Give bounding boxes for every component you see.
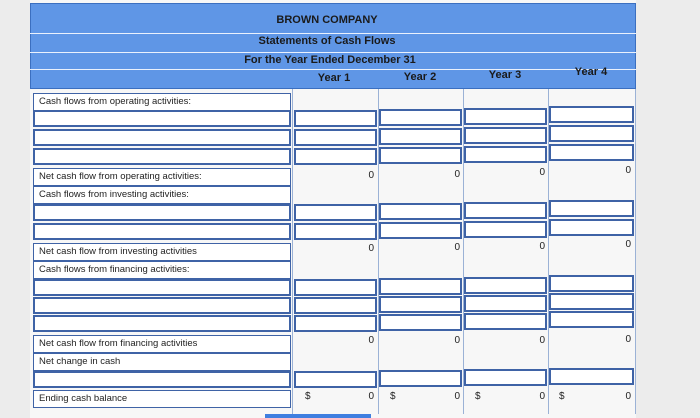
ending-balance-year1: 0 <box>368 391 374 402</box>
header-divider <box>30 69 636 70</box>
net-investing-year4: 0 <box>625 239 631 250</box>
currency-symbol: $ <box>559 391 565 402</box>
currency-symbol: $ <box>390 391 396 402</box>
operating-year4-input[interactable] <box>549 125 634 142</box>
financing-item-label-input[interactable] <box>33 279 291 296</box>
financing-year1-input[interactable] <box>294 315 377 332</box>
net-operating-year3: 0 <box>539 167 545 178</box>
operating-year3-input[interactable] <box>464 108 547 125</box>
net-financing-year1: 0 <box>368 335 374 346</box>
operating-year2-input[interactable] <box>379 128 462 145</box>
beginning-balance-year4-input[interactable] <box>549 368 634 385</box>
financing-year1-input[interactable] <box>294 279 377 296</box>
net-financing-year2: 0 <box>454 335 460 346</box>
net-financing-year4: 0 <box>625 334 631 345</box>
investing-year3-input[interactable] <box>464 202 547 219</box>
investing-year1-input[interactable] <box>294 223 377 240</box>
financing-year3-input[interactable] <box>464 295 547 312</box>
operating-item-label-input[interactable] <box>33 110 291 127</box>
investing-year1-input[interactable] <box>294 204 377 221</box>
operating-item-label-input[interactable] <box>33 129 291 146</box>
financing-year4-input[interactable] <box>549 275 634 292</box>
beginning-balance-label-input[interactable] <box>33 371 291 388</box>
financing-year2-input[interactable] <box>379 314 462 331</box>
ending-balance-year4: 0 <box>625 391 631 402</box>
financing-activities-label: Cash flows from financing activities: <box>33 261 291 279</box>
financing-year4-input[interactable] <box>549 293 634 310</box>
net-investing-year3: 0 <box>539 241 545 252</box>
beginning-balance-year3-input[interactable] <box>464 369 547 386</box>
operating-year1-input[interactable] <box>294 110 377 127</box>
net-financing-label: Net cash flow from financing activities <box>33 335 291 353</box>
financing-item-label-input[interactable] <box>33 315 291 332</box>
column-divider <box>292 89 293 414</box>
beginning-balance-year1-input[interactable] <box>294 371 377 388</box>
operating-year4-input[interactable] <box>549 144 634 161</box>
net-operating-year2: 0 <box>454 169 460 180</box>
year-2-header: Year 2 <box>403 71 437 83</box>
investing-year2-input[interactable] <box>379 203 462 220</box>
investing-year3-input[interactable] <box>464 221 547 238</box>
financing-year3-input[interactable] <box>464 313 547 330</box>
operating-year2-input[interactable] <box>379 109 462 126</box>
net-operating-label: Net cash flow from operating activities: <box>33 168 291 186</box>
financing-year2-input[interactable] <box>379 296 462 313</box>
company-name: BROWN COMPANY <box>276 14 378 26</box>
investing-year4-input[interactable] <box>549 200 634 217</box>
financing-year3-input[interactable] <box>464 277 547 294</box>
financing-item-label-input[interactable] <box>33 297 291 314</box>
operating-year1-input[interactable] <box>294 148 377 165</box>
header-divider <box>30 52 636 53</box>
net-financing-year3: 0 <box>539 335 545 346</box>
currency-symbol: $ <box>305 391 311 402</box>
operating-item-label-input[interactable] <box>33 148 291 165</box>
operating-year3-input[interactable] <box>464 146 547 163</box>
column-divider <box>635 89 636 414</box>
financing-year1-input[interactable] <box>294 297 377 314</box>
year-4-header: Year 4 <box>574 66 608 78</box>
investing-item-label-input[interactable] <box>33 204 291 221</box>
operating-year2-input[interactable] <box>379 147 462 164</box>
ending-balance-label: Ending cash balance <box>33 390 291 408</box>
operating-year1-input[interactable] <box>294 129 377 146</box>
year-3-header: Year 3 <box>488 69 522 81</box>
net-operating-year1: 0 <box>368 170 374 181</box>
investing-activities-label: Cash flows from investing activities: <box>33 186 291 204</box>
operating-year3-input[interactable] <box>464 127 547 144</box>
net-change-label: Net change in cash <box>33 353 291 371</box>
net-investing-year2: 0 <box>454 242 460 253</box>
ending-balance-year3: 0 <box>539 391 545 402</box>
statement-period: For the Year Ended December 31 <box>244 54 416 66</box>
beginning-balance-year2-input[interactable] <box>379 370 462 387</box>
bottom-tab-indicator[interactable] <box>265 414 371 418</box>
investing-item-label-input[interactable] <box>33 223 291 240</box>
currency-symbol: $ <box>475 391 481 402</box>
financing-year4-input[interactable] <box>549 311 634 328</box>
statement-title: Statements of Cash Flows <box>258 35 396 47</box>
net-investing-year1: 0 <box>368 243 374 254</box>
ending-balance-year2: 0 <box>454 391 460 402</box>
operating-year4-input[interactable] <box>549 106 634 123</box>
investing-year4-input[interactable] <box>549 219 634 236</box>
net-investing-label: Net cash flow from investing activities <box>33 243 291 261</box>
operating-activities-label: Cash flows from operating activities: <box>33 93 291 111</box>
year-1-header: Year 1 <box>317 72 351 84</box>
financing-year2-input[interactable] <box>379 278 462 295</box>
header-divider <box>30 33 636 34</box>
net-operating-year4: 0 <box>625 165 631 176</box>
investing-year2-input[interactable] <box>379 222 462 239</box>
